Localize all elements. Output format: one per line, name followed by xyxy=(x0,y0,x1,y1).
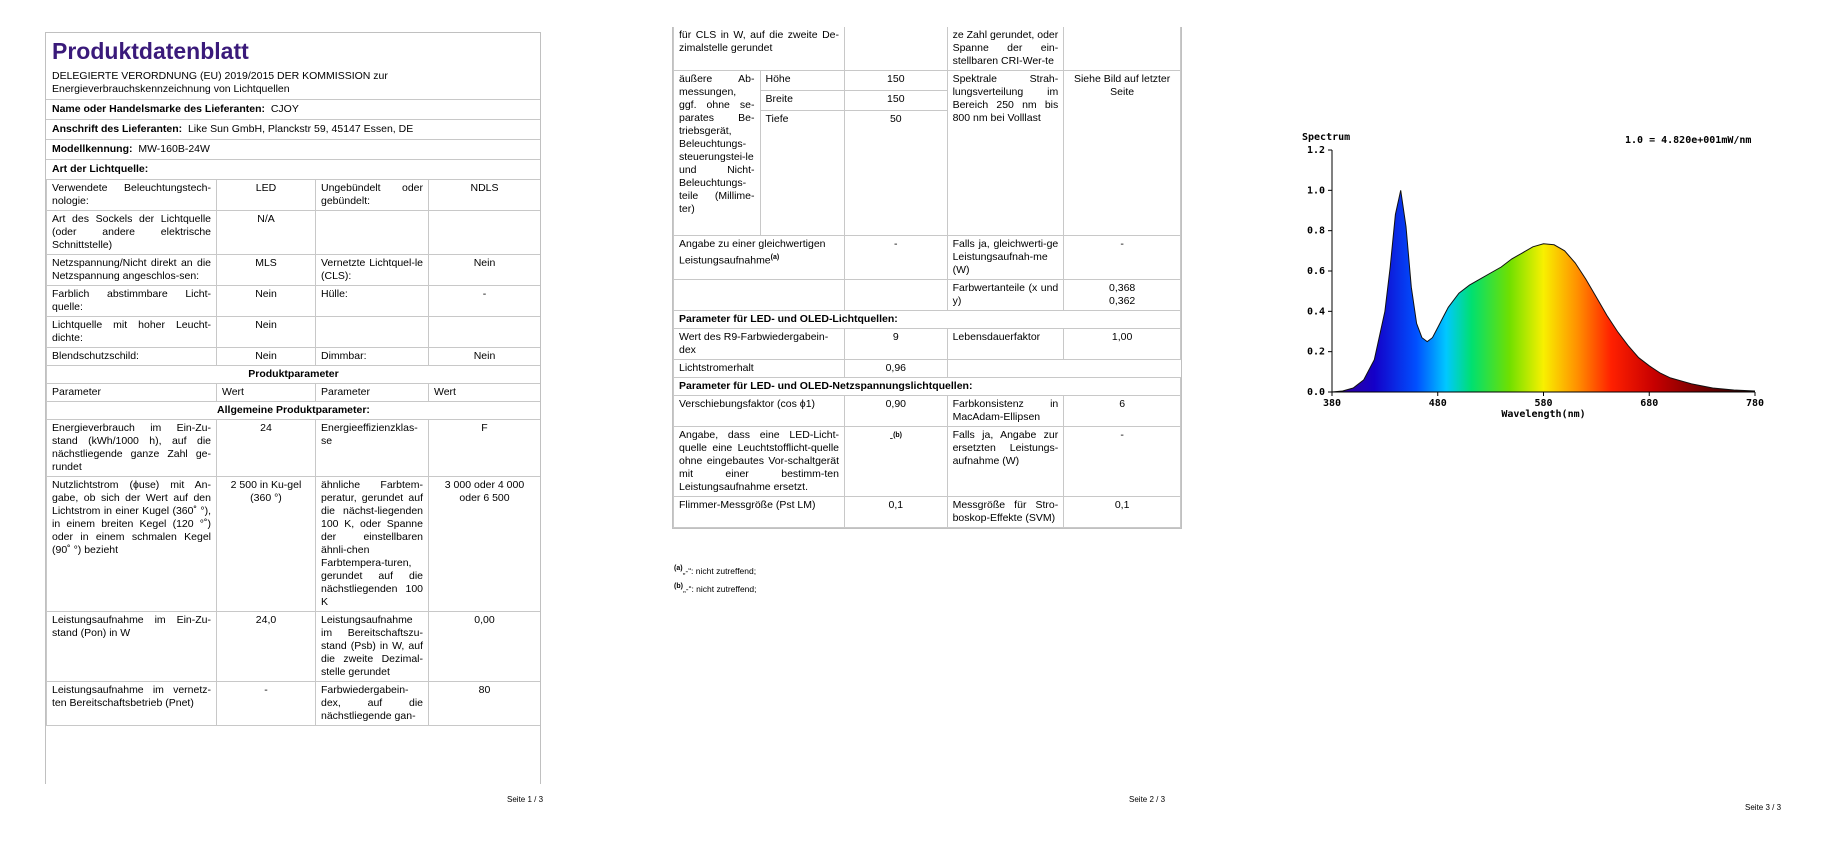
equiv-label: Angabe zu einer gleichwertigen Leistungsaufnahme xyxy=(679,238,826,267)
chroma-label: Farbwertanteile (x und y) xyxy=(947,280,1064,311)
param-label: Hülle: xyxy=(316,286,429,317)
chart-title: Spectrum xyxy=(1302,132,1351,143)
dim-value: 50 xyxy=(845,111,948,236)
param-value: 24,0 xyxy=(217,612,316,682)
product-params-header-row xyxy=(47,366,541,384)
general-params-heading: Allgemeine Produktparameter: xyxy=(47,402,541,420)
col-header-value-2: Wert xyxy=(429,384,541,402)
equiv-row xyxy=(674,236,1181,280)
cls-standby-label: für CLS in W, auf die zweite De-zimalstelle gerundet xyxy=(674,27,845,71)
param-value: 0,00 xyxy=(429,612,541,682)
spectrum-chart xyxy=(1180,0,1827,842)
replace-if-label: Falls ja, Angabe zur ersetzten Leistungs-aufnahme (W) xyxy=(947,427,1064,497)
supplier-name: CJOY xyxy=(270,103,299,115)
replace-value-cell xyxy=(845,427,948,497)
spectral-label: Spektrale Strah-lungsverteilung im Bereich 250 nm bis 800 nm bei Volllast xyxy=(947,71,1064,236)
param-label: Leistungsaufnahme im Bereitschaftszu-stand (Psb) in W, auf die zweite Dezimal-stelle gerundet xyxy=(316,612,429,682)
param-value: 3 000 oder 4 000 oder 6 500 xyxy=(429,477,541,612)
supplier-address-row xyxy=(46,119,540,139)
general-param-row xyxy=(47,420,541,477)
y-tick-label: 1.0 xyxy=(1306,185,1325,197)
life-value: 1,00 xyxy=(1064,329,1181,360)
param-value: 24 xyxy=(217,420,316,477)
cls-standby-value xyxy=(845,27,948,71)
param-label: Lichtquelle mit hoher Leucht-dichte: xyxy=(47,317,217,348)
param-label: Verwendete Beleuchtungstech-nologie: xyxy=(47,180,217,211)
light-source-row xyxy=(47,180,541,211)
continued-row xyxy=(674,27,1181,71)
lumen-row xyxy=(674,360,1181,378)
type-heading-row xyxy=(46,159,540,179)
param-value: Nein xyxy=(217,348,316,366)
led-heading: Parameter für LED- und OLED-Lichtquellen: xyxy=(674,311,1181,329)
chroma-values xyxy=(1064,280,1181,311)
light-source-rows xyxy=(47,180,541,366)
r9-value: 9 xyxy=(845,329,948,360)
y-tick-label: 0.0 xyxy=(1306,387,1325,398)
param-value: Nein xyxy=(429,255,541,286)
column-header-row xyxy=(47,384,541,402)
param-label: Leistungsaufnahme im vernetz-ten Bereitschaftsbetrieb (Pnet) xyxy=(47,682,217,726)
flicker-value: 0,1 xyxy=(845,497,948,528)
cri-value-continued xyxy=(1064,27,1181,71)
flicker-row xyxy=(674,497,1181,528)
flicker-label: Flimmer-Messgröße (Pst LM) xyxy=(674,497,845,528)
param-value: Nein xyxy=(217,317,316,348)
general-params-rows xyxy=(47,420,541,726)
light-source-row xyxy=(47,255,541,286)
param-label: Nutzlichtstrom (ϕuse) mit An-gabe, ob sich der Wert auf den Lichtstrom in einer Kugel (360˚ °), in einem breiten Kegel (120 °˚) oder in einem schmalen Kegel (90˚ °) bezieht xyxy=(47,477,217,612)
lumen-empty xyxy=(947,360,1180,378)
dim-value: 150 xyxy=(845,91,948,111)
general-param-row xyxy=(47,682,541,726)
continued-table xyxy=(673,27,1181,528)
page-number: Seite 3 / 3 xyxy=(1745,803,1782,812)
r9-row xyxy=(674,329,1181,360)
macadam-value: 6 xyxy=(1064,396,1181,427)
x-tick-label: 780 xyxy=(1745,398,1765,409)
param-label: Vernetzte Lichtquel-le (CLS): xyxy=(316,255,429,286)
param-value: Nein xyxy=(217,286,316,317)
page-title: Produktdatenblatt xyxy=(52,38,249,64)
x-tick-label: 680 xyxy=(1640,398,1659,409)
chroma-row xyxy=(674,280,1181,311)
life-label: Lebensdauerfaktor xyxy=(947,329,1064,360)
replace-label: Angabe, dass eine LED-Licht-quelle eine Leuchtstofflicht-quelle ohne eingebautes Vor-schaltgerät mit einer bestimm-ten Leistungsaufnahme ersetzt. xyxy=(674,427,845,497)
param-label: Leistungsaufnahme im Ein-Zu-stand (Pon) in W xyxy=(47,612,217,682)
footnote-ref-a: (a) xyxy=(770,254,780,261)
r9-label: Wert des R9-Farbwiedergabein-dex xyxy=(674,329,845,360)
footnote-b xyxy=(674,583,757,594)
supplier-name-label: Name oder Handelsmarke des Lieferanten: xyxy=(52,103,265,115)
param-value: F xyxy=(429,420,541,477)
model-row xyxy=(46,139,540,159)
col-header-value: Wert xyxy=(217,384,316,402)
light-source-table xyxy=(46,179,541,726)
datasheet-box xyxy=(45,32,541,784)
y-tick-label: 0.8 xyxy=(1306,225,1325,237)
svm-label: Messgröße für Stro-boskop-Effekte (SVM) xyxy=(947,497,1064,528)
general-param-row xyxy=(47,612,541,682)
light-source-row xyxy=(47,211,541,255)
dim-value: 150 xyxy=(845,71,948,91)
supplier-address-label: Anschrift des Lieferanten: xyxy=(52,123,183,135)
y-tick-label: 0.6 xyxy=(1306,266,1325,277)
footnote-b-mark: (b) xyxy=(674,583,683,590)
chart-annotation: 1.0 = 4.820e+001mW/nm xyxy=(1625,135,1752,146)
general-param-row xyxy=(47,477,541,612)
y-tick-label: 1.2 xyxy=(1306,145,1325,156)
supplier-name-row xyxy=(46,99,540,119)
footnote-ref-b: (b) xyxy=(893,432,903,439)
chroma-empty xyxy=(674,280,845,311)
param-label xyxy=(316,211,429,255)
datasheet-box-continued xyxy=(672,27,1182,529)
page-number: Seite 2 / 3 xyxy=(1129,795,1166,804)
param-value xyxy=(429,211,541,255)
x-axis-label: Wavelength(nm) xyxy=(1501,409,1586,420)
param-label: Dimmbar: xyxy=(316,348,429,366)
chroma-y: 0,362 xyxy=(1108,295,1136,307)
page-2 xyxy=(560,0,1180,842)
x-tick-label: 580 xyxy=(1534,398,1553,409)
param-value: - xyxy=(429,286,541,317)
dims-row xyxy=(674,71,1181,91)
footnote-a xyxy=(674,565,756,576)
col-header-param: Parameter xyxy=(47,384,217,402)
cos-row xyxy=(674,396,1181,427)
macadam-label: Farbkonsistenz in MacAdam-Ellipsen xyxy=(947,396,1064,427)
param-label xyxy=(316,317,429,348)
supplier-address: Like Sun GmbH, Planckstr 59, 45147 Essen, DE xyxy=(187,123,414,135)
mains-heading: Parameter für LED- und OLED-Netzspannungslichtquellen: xyxy=(674,378,1181,396)
param-value xyxy=(429,317,541,348)
col-header-param-2: Parameter xyxy=(316,384,429,402)
param-value: MLS xyxy=(217,255,316,286)
equiv-if-label: Falls ja, gleichwerti-ge Leistungsaufnah-me (W) xyxy=(947,236,1064,280)
param-label: Ungebündelt oder gebündelt: xyxy=(316,180,429,211)
dim-name: Höhe xyxy=(760,71,845,91)
dim-name: Breite xyxy=(760,91,845,111)
replace-if-value: - xyxy=(1064,427,1181,497)
param-label: Energieverbrauch im Ein-Zu-stand (kWh/1000 h), auf die nächstliegende ganze Zahl ge-rundet xyxy=(47,420,217,477)
lumen-label: Lichtstromerhalt xyxy=(674,360,845,378)
equiv-value: - xyxy=(845,236,948,280)
footnote-a-mark: (a) xyxy=(674,565,683,572)
x-tick-label: 480 xyxy=(1428,398,1447,409)
general-params-header-row xyxy=(47,402,541,420)
param-value: LED xyxy=(217,180,316,211)
chroma-empty-2 xyxy=(845,280,948,311)
spectral-value: Siehe Bild auf letzter Seite xyxy=(1064,71,1181,236)
product-params-heading: Produktparameter xyxy=(47,366,541,384)
param-label: Farbwiedergabein-dex, auf die nächstliegende gan- xyxy=(316,682,429,726)
light-source-row xyxy=(47,317,541,348)
footnote-b-text: „-“: nicht zutreffend; xyxy=(682,583,757,594)
cri-label-continued: ze Zahl gerundet, oder Spanne der ein-stellbaren CRI-Wer-te xyxy=(947,27,1064,71)
y-tick-label: 0.2 xyxy=(1306,346,1325,358)
param-label: Farblich abstimmbare Licht-quelle: xyxy=(47,286,217,317)
light-source-row xyxy=(47,348,541,366)
param-value: 2 500 in Ku-gel (360 °) xyxy=(217,477,316,612)
x-tick-label: 380 xyxy=(1322,398,1342,409)
replace-row xyxy=(674,427,1181,497)
param-label: Energieeffizienzklas-se xyxy=(316,420,429,477)
model-label: Modellkennung: xyxy=(52,143,133,155)
light-source-row xyxy=(47,286,541,317)
spectrum-plot xyxy=(1307,145,1764,409)
mains-heading-row xyxy=(674,378,1181,396)
lumen-value: 0,96 xyxy=(845,360,948,378)
led-heading-row xyxy=(674,311,1181,329)
param-label: ähnliche Farbtem-peratur, gerundet auf die nächst-liegenden 100 K, oder Spanne der einstellbaren ähnli-chen Farbtempera-turen, gerundet auf die nächstliegenden 100 K xyxy=(316,477,429,612)
equiv-if-value: - xyxy=(1064,236,1181,280)
param-value: Nein xyxy=(429,348,541,366)
param-value: 80 xyxy=(429,682,541,726)
param-label: Netzspannung/Nicht direkt an die Netzspannung angeschlos-sen: xyxy=(47,255,217,286)
equiv-label-cell xyxy=(674,236,845,280)
cos-value: 0,90 xyxy=(845,396,948,427)
footnote-a-text: „-“: nicht zutreffend; xyxy=(682,565,757,576)
spectrum-area xyxy=(1332,190,1755,392)
type-heading: Art der Lichtquelle: xyxy=(52,163,149,175)
model-id: MW-160B-24W xyxy=(138,143,210,155)
page-1 xyxy=(0,0,560,842)
cos-label: Verschiebungsfaktor (cos ϕ1) xyxy=(674,396,845,427)
page-3 xyxy=(1180,0,1827,842)
param-label: Blendschutzschild: xyxy=(47,348,217,366)
param-label: Art des Sockels der Lichtquelle (oder andere elektrische Schnittstelle) xyxy=(47,211,217,255)
page-number: Seite 1 / 3 xyxy=(507,795,544,804)
param-value: - xyxy=(217,682,316,726)
regulation-text: DELEGIERTE VERORDNUNG (EU) 2019/2015 DER KOMMISSION zur Energieverbrauchskennzeichnung von Lichtquellen xyxy=(52,70,388,95)
param-value: N/A xyxy=(217,211,316,255)
param-value: NDLS xyxy=(429,180,541,211)
dims-label: äußere Ab-messungen, ggf. ohne se-parates Be-triebsgerät, Beleuchtungs-steuerungstei-le und Nicht-Beleuchtungs-teile (Millime-ter) xyxy=(674,71,761,236)
chroma-x: 0,368 xyxy=(1108,282,1136,294)
dim-name: Tiefe xyxy=(760,111,845,236)
svm-value: 0,1 xyxy=(1064,497,1181,528)
replace-value: - xyxy=(889,432,894,445)
y-tick-label: 0.4 xyxy=(1306,306,1325,318)
